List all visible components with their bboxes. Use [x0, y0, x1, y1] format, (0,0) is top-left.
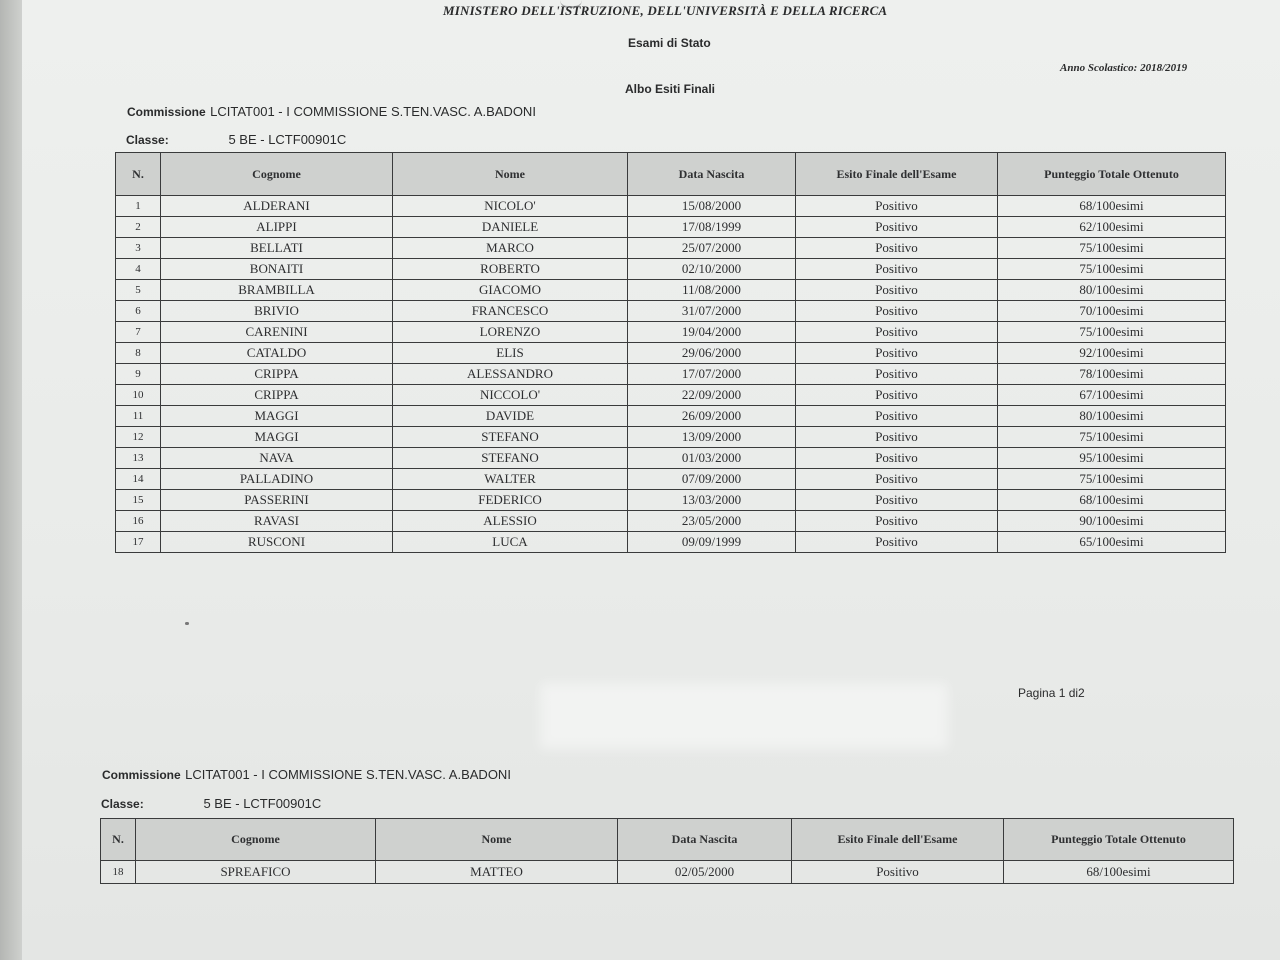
- col-outcome-cell: Positivo: [796, 511, 998, 532]
- col-birthdate-cell: 07/09/2000: [628, 469, 796, 490]
- page-number: Pagina 1 di2: [1018, 686, 1085, 700]
- col-surname-cell: SPREAFICO: [136, 861, 376, 884]
- col-surname-cell: BRAMBILLA: [161, 280, 393, 301]
- commission-label: Commissione: [102, 768, 181, 782]
- table-row: [116, 448, 1226, 469]
- col-outcome-cell: Positivo: [796, 217, 998, 238]
- col-surname-cell: PALLADINO: [161, 469, 393, 490]
- col-surname-cell: CRIPPA: [161, 385, 393, 406]
- col-score-header: Punteggio Totale Ottenuto: [998, 153, 1226, 196]
- col-surname-cell: RUSCONI: [161, 532, 393, 553]
- col-name-cell: NICOLO': [393, 196, 628, 217]
- col-name-cell: NICCOLO': [393, 385, 628, 406]
- col-score-cell: 78/100esimi: [998, 364, 1226, 385]
- col-number-cell: 18: [101, 861, 136, 884]
- col-score-cell: 62/100esimi: [998, 217, 1226, 238]
- table-row: [116, 280, 1226, 301]
- table-row: [116, 490, 1226, 511]
- table-row: [116, 217, 1226, 238]
- table-header-row: [101, 819, 1234, 861]
- col-outcome-cell: Positivo: [796, 532, 998, 553]
- col-surname-header: Cognome: [161, 153, 393, 196]
- commission-value: LCITAT001 - I COMMISSIONE S.TEN.VASC. A.BADONI: [210, 104, 536, 119]
- col-score-cell: 75/100esimi: [998, 427, 1226, 448]
- table-row: [116, 259, 1226, 280]
- class-line-2: [101, 795, 321, 813]
- col-number-cell: 13: [116, 448, 161, 469]
- col-name-cell: FEDERICO: [393, 490, 628, 511]
- table-header-row: [116, 153, 1226, 196]
- school-year: Anno Scolastico: 2018/2019: [1060, 62, 1188, 74]
- col-score-cell: 90/100esimi: [998, 511, 1226, 532]
- table-row: [116, 322, 1226, 343]
- col-outcome-cell: Positivo: [796, 196, 998, 217]
- col-birthdate-cell: 13/03/2000: [628, 490, 796, 511]
- col-score-cell: 65/100esimi: [998, 532, 1226, 553]
- col-score-cell: 70/100esimi: [998, 301, 1226, 322]
- col-name-cell: WALTER: [393, 469, 628, 490]
- col-number-cell: 2: [116, 217, 161, 238]
- col-number-cell: 9: [116, 364, 161, 385]
- col-surname-cell: PASSERINI: [161, 490, 393, 511]
- commission-label: Commissione: [127, 105, 206, 119]
- col-birthdate-cell: 17/07/2000: [628, 364, 796, 385]
- col-birthdate-cell: 25/07/2000: [628, 238, 796, 259]
- col-number-cell: 14: [116, 469, 161, 490]
- col-name-cell: MARCO: [393, 238, 628, 259]
- col-birthdate-cell: 29/06/2000: [628, 343, 796, 364]
- col-score-cell: 75/100esimi: [998, 259, 1226, 280]
- col-score-cell: 80/100esimi: [998, 280, 1226, 301]
- col-birthdate-cell: 19/04/2000: [628, 322, 796, 343]
- col-number-cell: 6: [116, 301, 161, 322]
- class-line-1: [126, 131, 346, 149]
- col-birthdate-cell: 22/09/2000: [628, 385, 796, 406]
- col-birthdate-cell: 23/05/2000: [628, 511, 796, 532]
- col-outcome-cell: Positivo: [796, 448, 998, 469]
- col-name-cell: FRANCESCO: [393, 301, 628, 322]
- col-name-cell: STEFANO: [393, 448, 628, 469]
- col-birthdate-cell: 17/08/1999: [628, 217, 796, 238]
- col-name-cell: DANIELE: [393, 217, 628, 238]
- col-score-cell: 68/100esimi: [998, 490, 1226, 511]
- col-birthdate-cell: 02/05/2000: [618, 861, 792, 884]
- table-row: [116, 532, 1226, 553]
- col-number-cell: 16: [116, 511, 161, 532]
- col-name-cell: STEFANO: [393, 427, 628, 448]
- col-birthdate-cell: 01/03/2000: [628, 448, 796, 469]
- table-row: [101, 861, 1234, 884]
- col-score-cell: 75/100esimi: [998, 238, 1226, 259]
- col-name-cell: ALESSANDRO: [393, 364, 628, 385]
- col-outcome-cell: Positivo: [796, 364, 998, 385]
- commission-value: LCITAT001 - I COMMISSIONE S.TEN.VASC. A.BADONI: [185, 767, 511, 782]
- class-label: Classe:: [101, 797, 144, 811]
- col-number-cell: 17: [116, 532, 161, 553]
- class-label: Classe:: [126, 133, 169, 147]
- col-birthdate-cell: 11/08/2000: [628, 280, 796, 301]
- commission-line-2: [102, 766, 511, 784]
- table-row: [116, 343, 1226, 364]
- results-table-continued: [100, 818, 1234, 884]
- col-name-cell: DAVIDE: [393, 406, 628, 427]
- col-surname-cell: MAGGI: [161, 406, 393, 427]
- col-outcome-cell: Positivo: [796, 301, 998, 322]
- col-number-header: N.: [101, 819, 136, 861]
- col-birthdate-cell: 13/09/2000: [628, 427, 796, 448]
- blurred-area: [540, 683, 948, 749]
- class-value: 5 BE - LCTF00901C: [203, 796, 322, 811]
- table-row: [116, 196, 1226, 217]
- page-title: Albo Esiti Finali: [625, 82, 716, 96]
- col-number-cell: 5: [116, 280, 161, 301]
- col-birthdate-cell: 26/09/2000: [628, 406, 796, 427]
- col-surname-cell: CATALDO: [161, 343, 393, 364]
- col-outcome-cell: Positivo: [796, 385, 998, 406]
- col-number-cell: 10: [116, 385, 161, 406]
- col-surname-cell: ALIPPI: [161, 217, 393, 238]
- table-row: [116, 385, 1226, 406]
- col-score-cell: 68/100esimi: [998, 196, 1226, 217]
- table-row: [116, 238, 1226, 259]
- col-surname-cell: CRIPPA: [161, 364, 393, 385]
- col-name-cell: ALESSIO: [393, 511, 628, 532]
- col-number-cell: 1: [116, 196, 161, 217]
- desk-edge: [0, 0, 22, 960]
- col-score-cell: 75/100esimi: [998, 469, 1226, 490]
- col-surname-cell: RAVASI: [161, 511, 393, 532]
- col-name-cell: ELIS: [393, 343, 628, 364]
- table-row: [116, 469, 1226, 490]
- exam-heading: Esami di Stato: [628, 36, 711, 50]
- col-name-cell: LORENZO: [393, 322, 628, 343]
- col-score-cell: 95/100esimi: [998, 448, 1226, 469]
- col-surname-cell: NAVA: [161, 448, 393, 469]
- col-number-cell: 7: [116, 322, 161, 343]
- col-number-header: N.: [116, 153, 161, 196]
- col-outcome-cell: Positivo: [796, 259, 998, 280]
- col-score-cell: 75/100esimi: [998, 322, 1226, 343]
- col-name-header: Nome: [376, 819, 618, 861]
- col-birthdate-cell: 02/10/2000: [628, 259, 796, 280]
- table-row: [116, 511, 1226, 532]
- commission-line-1: [127, 103, 536, 121]
- col-birthdate-cell: 31/07/2000: [628, 301, 796, 322]
- col-surname-cell: BELLATI: [161, 238, 393, 259]
- ministry-heading: MINISTERO DELL'ISTRUZIONE, DELL'UNIVERSITÀ E DELLA RICERCA: [443, 3, 888, 18]
- paper-speck: [185, 622, 189, 625]
- table-row: [116, 364, 1226, 385]
- col-name-cell: ROBERTO: [393, 259, 628, 280]
- col-name-cell: GIACOMO: [393, 280, 628, 301]
- table-row: [116, 427, 1226, 448]
- col-outcome-cell: Positivo: [796, 490, 998, 511]
- col-number-cell: 4: [116, 259, 161, 280]
- col-birthdate-cell: 09/09/1999: [628, 532, 796, 553]
- col-score-cell: 67/100esimi: [998, 385, 1226, 406]
- col-number-cell: 8: [116, 343, 161, 364]
- col-surname-cell: CARENINI: [161, 322, 393, 343]
- table-row: [116, 406, 1226, 427]
- col-surname-cell: BONAITI: [161, 259, 393, 280]
- col-outcome-cell: Positivo: [796, 343, 998, 364]
- col-number-cell: 15: [116, 490, 161, 511]
- col-name-cell: MATTEO: [376, 861, 618, 884]
- col-surname-cell: BRIVIO: [161, 301, 393, 322]
- col-outcome-header: Esito Finale dell'Esame: [792, 819, 1004, 861]
- col-outcome-cell: Positivo: [796, 280, 998, 301]
- table-row: [116, 301, 1226, 322]
- col-outcome-cell: Positivo: [796, 469, 998, 490]
- col-score-cell: 80/100esimi: [998, 406, 1226, 427]
- col-score-header: Punteggio Totale Ottenuto: [1004, 819, 1234, 861]
- col-surname-header: Cognome: [136, 819, 376, 861]
- col-number-cell: 11: [116, 406, 161, 427]
- col-birthdate-cell: 15/08/2000: [628, 196, 796, 217]
- col-outcome-cell: Positivo: [796, 322, 998, 343]
- col-birthdate-header: Data Nascita: [628, 153, 796, 196]
- col-name-header: Nome: [393, 153, 628, 196]
- col-outcome-header: Esito Finale dell'Esame: [796, 153, 998, 196]
- col-outcome-cell: Positivo: [796, 406, 998, 427]
- results-table: [115, 152, 1226, 553]
- col-outcome-cell: Positivo: [792, 861, 1004, 884]
- class-value: 5 BE - LCTF00901C: [228, 132, 347, 147]
- col-number-cell: 3: [116, 238, 161, 259]
- col-name-cell: LUCA: [393, 532, 628, 553]
- col-number-cell: 12: [116, 427, 161, 448]
- col-score-cell: 68/100esimi: [1004, 861, 1234, 884]
- col-outcome-cell: Positivo: [796, 427, 998, 448]
- col-score-cell: 92/100esimi: [998, 343, 1226, 364]
- col-outcome-cell: Positivo: [796, 238, 998, 259]
- col-birthdate-header: Data Nascita: [618, 819, 792, 861]
- col-surname-cell: ALDERANI: [161, 196, 393, 217]
- col-surname-cell: MAGGI: [161, 427, 393, 448]
